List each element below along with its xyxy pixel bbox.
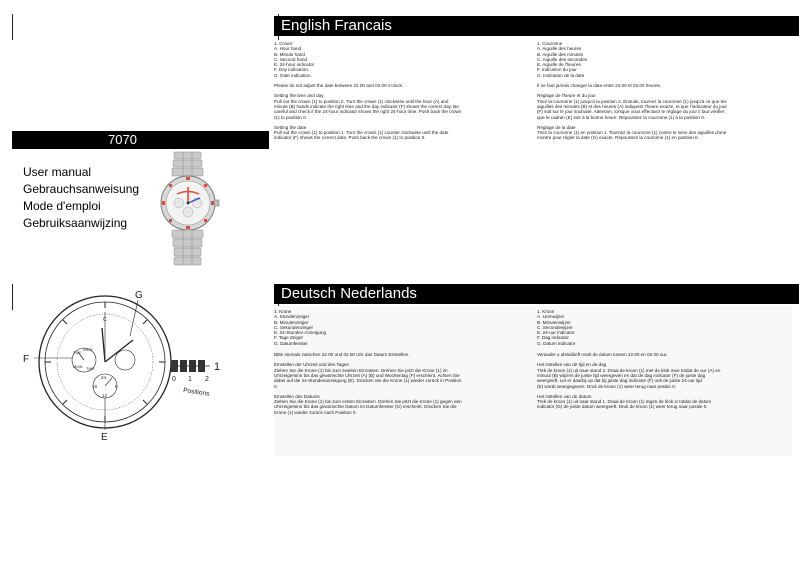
- section-heading: Het instellen van de datum: [537, 393, 592, 399]
- list-item: C. Second hand: [274, 56, 307, 62]
- list-item: E. 24-uur indicator: [537, 330, 575, 336]
- crown-icon: [171, 360, 178, 372]
- manual-title-english: User manual: [23, 165, 92, 179]
- page2-header-title: Deutsch Nederlands: [281, 285, 417, 302]
- list-item: C. Aiguille des secondes: [537, 56, 588, 62]
- paragraph-line: (E) wordt weergegeven. Druk de kroon (1) weer terug naar positie 0.: [537, 383, 676, 389]
- page1-header: [274, 16, 799, 36]
- list-item: B. Aiguille des minutes: [537, 51, 584, 57]
- positions-label: Positions: [182, 387, 210, 398]
- label-f: F: [23, 354, 30, 365]
- label-e: E: [101, 432, 108, 443]
- day-tue: TUE: [73, 350, 81, 355]
- warning-text: Il ne faut jamais changer la date entre 22.00 et 02.00 heures.: [537, 83, 662, 89]
- nederlands-warning: [537, 352, 792, 357]
- list-item: 1. Krone: [274, 309, 292, 314]
- francais-column: [537, 41, 792, 146]
- section-heading: Einstellen des Datums: [274, 393, 320, 399]
- list-item: E. Aiguille de l'heures: [537, 62, 581, 68]
- paragraph-line: 0.: [274, 383, 278, 389]
- list-item: B. Minute hand: [274, 51, 305, 57]
- list-item: G. Datum indicator: [537, 340, 576, 346]
- francais-time-section: [537, 93, 792, 119]
- paragraph-line: careful and check if the 24-hour indicator shows the right 24-hour time. Push back the crown: [274, 109, 462, 115]
- section-heading: Setting the time and day: [274, 93, 324, 99]
- nederlands-time-section: [537, 362, 792, 388]
- list-item: 1. Couronne: [537, 41, 563, 46]
- label-c: C: [103, 317, 107, 323]
- deutsch-column: [274, 309, 529, 420]
- hour-hand: [102, 328, 105, 362]
- paragraph-line: Pull out the crown (1) to position 2. Turn the crown (1) clockwise until the hour (A) and: [274, 98, 449, 104]
- paragraph-line: Tirez la couronne (1) jusqu'à la position 2. Ensuite, tournez la couronne (1) jusqu'à ce que les: [537, 98, 727, 104]
- crown-icon: [189, 360, 196, 372]
- english-warning: [274, 83, 529, 88]
- section-heading: Réglage de l'heure et du jour: [537, 93, 596, 99]
- paragraph-line: indicator (G) de juiste datum weergeeft. Druk de kroon (1) weer terug naar positie 0.: [537, 404, 708, 410]
- label-g: G: [135, 290, 143, 301]
- paragraph-line: Uhrzeigersinn bis das gewünschte Uhrzeit (A) (B) und Wochentag (F) erscheint. Achten Sie: [274, 372, 460, 378]
- paragraph-line: Tirez la couronne (1) en position 1. Tournez la couronne (1) contre le sens des aiguilles d'une: [537, 130, 727, 136]
- paragraph-line: (1) to position 0.: [274, 114, 307, 120]
- section-heading: Het instellen van de tijd en de dag: [537, 362, 607, 368]
- section-heading: Einstellen der Uhrzeit und des Tages: [274, 362, 349, 368]
- list-item: 1. Kroon: [537, 309, 555, 314]
- paragraph-line: Krone (1) wieder zurück nach Position 0.: [274, 409, 357, 415]
- paragraph-line: Uhrzeigersinn bis das gewünschte Datum im Datumfenster (G) erscheint. Drücken Sie die: [274, 404, 457, 410]
- list-item: B. Minutenzeiger: [274, 319, 309, 325]
- francais-date-section: [537, 125, 792, 141]
- manual-titles: [23, 164, 139, 232]
- section-heading: Réglage de la date: [537, 124, 576, 130]
- crop-mark: [12, 14, 13, 40]
- english-column: [274, 41, 529, 146]
- paragraph-line: (F) soit sur le jour souhaité. Attention, lorsque vous effectuez le réglage du jour il faut vérifier: [537, 109, 725, 115]
- subdial-hand: [105, 378, 112, 386]
- paragraph-line: Ziehen Sie die Krone (1) bis zum zweiten Einrasten. Drehen Sie jetzt die Krone (1) im: [274, 367, 448, 373]
- francais-parts-list: [537, 41, 792, 78]
- day-thu: THU: [86, 366, 95, 371]
- list-item: C. Sekundenzeiger: [274, 324, 314, 330]
- warning-text: Please do not adjust the date between 22.00 and 02.00 o'clock.: [274, 83, 404, 89]
- list-item: G. Datumfenster: [274, 340, 308, 346]
- model-number-bar: [12, 131, 269, 149]
- deutsch-warning: [274, 352, 529, 357]
- dial-6: 6: [115, 384, 118, 389]
- list-item: A. Stundenzeiger: [274, 314, 310, 320]
- crop-mark: [12, 284, 13, 310]
- manual-title-dutch: Gebruiksaanwijzing: [23, 216, 128, 230]
- list-item: F. Tage Zeiger: [274, 335, 304, 341]
- crown-icon: [180, 360, 187, 372]
- list-item: F. Day indication.: [274, 67, 309, 73]
- crown-icon: [198, 360, 205, 372]
- deutsch-date-section: [274, 394, 529, 415]
- francais-warning: [537, 83, 792, 88]
- paragraph-line: que le cadran (E) soit à la bonne heure. Repoussez la couronne (1) à la position 0.: [537, 114, 706, 120]
- list-item: F. Indication du jour: [537, 67, 577, 73]
- warning-text: Verander u alstublieft nooit de datum tussen 22.00 en 02.00 uur.: [537, 352, 668, 358]
- nederlands-parts-list: [537, 309, 792, 346]
- deutsch-time-section: [274, 362, 529, 388]
- nederlands-column: [537, 309, 792, 415]
- position-1: 1: [188, 376, 192, 383]
- list-item: G. Indication de la date: [537, 72, 585, 78]
- position-2: 2: [205, 376, 209, 383]
- list-item: C. Secondewijzer: [537, 324, 573, 330]
- model-number: 7070: [108, 132, 137, 147]
- list-item: E. 24-hour indicator: [274, 62, 315, 68]
- list-item: A. Urenwijzer: [537, 314, 565, 320]
- paragraph-line: indicator (F) shows the correct date. Push back the crown (1) to position 0.: [274, 135, 426, 141]
- list-item: A. Aiguille des heures: [537, 46, 582, 52]
- paragraph-line: minute (B) hands indicate the right time and the day indicator (F) shows the correct day. Be: [274, 103, 459, 109]
- deutsch-parts-list: [274, 309, 529, 346]
- dial-24: 24: [101, 375, 107, 380]
- list-item: B. Minutenwijzer: [537, 319, 571, 325]
- paragraph-line: Trek de kroon (1) uit naar stand 1. Draai de kroon (1) tegen de klok in totdat de datum: [537, 399, 712, 405]
- paragraph-line: Ziehen Sie die Krone (1) bis zum ersten Einrasten. Drehen Sie jetzt die Krone (1) gegen den: [274, 399, 462, 405]
- paragraph-line: minuut (B) wijzers de juiste tijd weergeven en dat de dag indicator (F) de juiste dag: [537, 372, 706, 378]
- paragraph-line: montre pour régler la date (G) exacte. Repoussez la couronne (1) en position 0.: [537, 135, 699, 141]
- list-item: A. Hour hand: [274, 46, 302, 52]
- list-item: E. 24-Stunden Anzeigung: [274, 330, 327, 336]
- english-time-section: [274, 93, 529, 119]
- paragraph-line: aiguilles des minutes (B) et des heures (A) indiquent l'heure exacte, et que l'indicateur du jour: [537, 103, 727, 109]
- english-parts-list: [274, 41, 529, 78]
- paragraph-line: Trek de kroon (1) uit naar stand 2. Draai de kroon (1) met de klok mee totdat de uur (A) en: [537, 367, 721, 373]
- position-0: 0: [172, 376, 176, 383]
- list-item: G. Date indication.: [274, 72, 312, 78]
- page1-header-title: English Francais: [281, 17, 392, 34]
- watch-diagram: [20, 288, 230, 448]
- dial-12: 12: [102, 393, 108, 398]
- list-item: F. Dag indicator: [537, 335, 569, 341]
- pointer-line-g: [130, 300, 138, 336]
- manual-title-french: Mode d'emploi: [23, 199, 101, 213]
- day-wed: WED: [83, 347, 93, 352]
- paragraph-line: dabei auf die 24-Stundenanzeigung (E). Drücken Sie die Krone (1) wieder zurück in Position: [274, 378, 462, 384]
- nederlands-date-section: [537, 394, 792, 410]
- dial-18: 18: [92, 384, 98, 389]
- warning-text: Bitte niemals zwischen 22.00 und 02.00 Uhr das Datum Einstellen.: [274, 352, 410, 358]
- english-date-section: [274, 125, 529, 141]
- crown-label: 1: [214, 361, 221, 373]
- date-subdial: [115, 350, 135, 370]
- section-heading: Setting the date: [274, 124, 307, 130]
- day-mon: MON: [73, 364, 83, 369]
- paragraph-line: weergeeft. Let er daarbij op dat bij juiste dag indicator (F) ook de juiste 24-uur tijd: [537, 378, 702, 384]
- list-item: 1. Crown: [274, 41, 293, 46]
- paragraph-line: Pull out the crown (1) to position 1. Turn the crown (1) counter clockwise until the date: [274, 130, 449, 136]
- watch-photo: [155, 150, 220, 272]
- manual-title-german: Gebrauchsanweisung: [23, 182, 140, 196]
- page2-header: [274, 284, 799, 304]
